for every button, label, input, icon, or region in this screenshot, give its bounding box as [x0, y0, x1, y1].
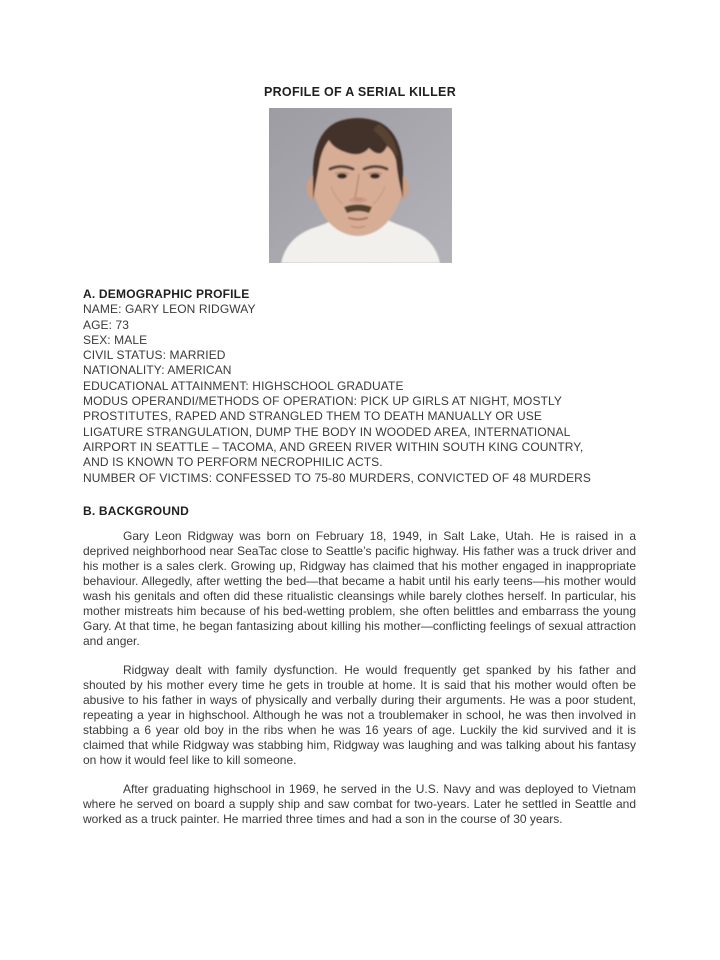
profile-field-modus-operandi-line-5: AND IS KNOWN TO PERFORM NECROPHILIC ACTS. — [83, 455, 383, 470]
profile-field-modus-operandi-line-4: AIRPORT IN SEATTLE – TACOMA, AND GREEN RIVER WITHIN SOUTH KING COUNTRY, — [83, 439, 584, 454]
mugshot-photo — [269, 108, 452, 263]
profile-field-modus-operandi-line-1: MODUS OPERANDI/METHODS OF OPERATION: PICK UP GIRLS AT NIGHT, MOSTLY — [83, 394, 562, 409]
profile-field-education: EDUCATIONAL ATTAINMENT: HIGHSCHOOL GRADUATE — [83, 378, 404, 393]
profile-field-civil-status: CIVIL STATUS: MARRIED — [83, 348, 226, 363]
left-eye — [337, 173, 347, 178]
section-b-heading: B. BACKGROUND — [83, 504, 189, 518]
background-paragraph-2: Ridgway dealt with family dysfunction. He would frequently get spanked by his father and shouted by his mother every time he gets in trouble at home. It is said that his mother would often be abusive to his father in ways of physically and verbally during their arguments. He was a poor student, repeating a year in highschool. Although he was not a troublemaker in school, he was then involved in stabbing a 6 year old boy in the ribs when he was 16 years of age. Luckily the kid survived and it is claimed that while Ridgway was stabbing him, Ridgway was laughing and was talking about his fantasy on how it would feel like to kill someone. — [83, 663, 636, 768]
profile-field-number-of-victims: NUMBER OF VICTIMS: CONFESSED TO 75-80 MURDERS, CONVICTED OF 48 MURDERS — [83, 470, 591, 485]
profile-field-modus-operandi-line-3: LIGATURE STRANGULATION, DUMP THE BODY IN WOODED AREA, INTERNATIONAL — [83, 424, 571, 439]
mugshot-image — [269, 108, 452, 263]
section-a-heading: A. DEMOGRAPHIC PROFILE — [83, 287, 250, 301]
nose-shadow — [349, 197, 367, 203]
profile-field-name: NAME: GARY LEON RIDGWAY — [83, 302, 256, 317]
section-background — [83, 504, 636, 841]
background-paragraph-1: Gary Leon Ridgway was born on February 18, 1949, in Salt Lake, Utah. He is raised in a deprived neighborhood near SeaTac close to Seattle’s pacific highway. His father was a truck driver and his mother is a sales clerk. Growing up, Ridgway has claimed that his mother engaged in inappropriate behaviour. Allegedly, after wetting the bed—that became a habit until his early teens—his mother would wash his genitals and often did these ritualistic cleansings while barely clothes herself. In particular, his mother mistreats him because of his bed-wetting problem, she often belittles and embarrass the young Gary. At that time, he began fantasizing about killing his mother—conflicting feelings of sexual attraction and anger. — [83, 529, 636, 649]
profile-field-modus-operandi-line-2: PROSTITUTES, RAPED AND STRANGLED THEM TO DEATH MANUALLY OR USE — [83, 409, 542, 424]
section-demographic-profile — [83, 287, 637, 486]
profile-field-age: AGE: 73 — [83, 317, 130, 332]
background-paragraph-3: After graduating highschool in 1969, he served in the U.S. Navy and was deployed to Vietnam where he served on board a supply ship and saw combat for two-years. Later he settled in Seattle and worked as a truck painter. He married three times and had a son in the course of 30 years. — [83, 782, 636, 827]
right-eye — [370, 173, 380, 178]
profile-field-sex: SEX: MALE — [83, 332, 148, 347]
document-title: PROFILE OF A SERIAL KILLER — [263, 85, 457, 99]
profile-field-nationality: NATIONALITY: AMERICAN — [83, 363, 232, 378]
